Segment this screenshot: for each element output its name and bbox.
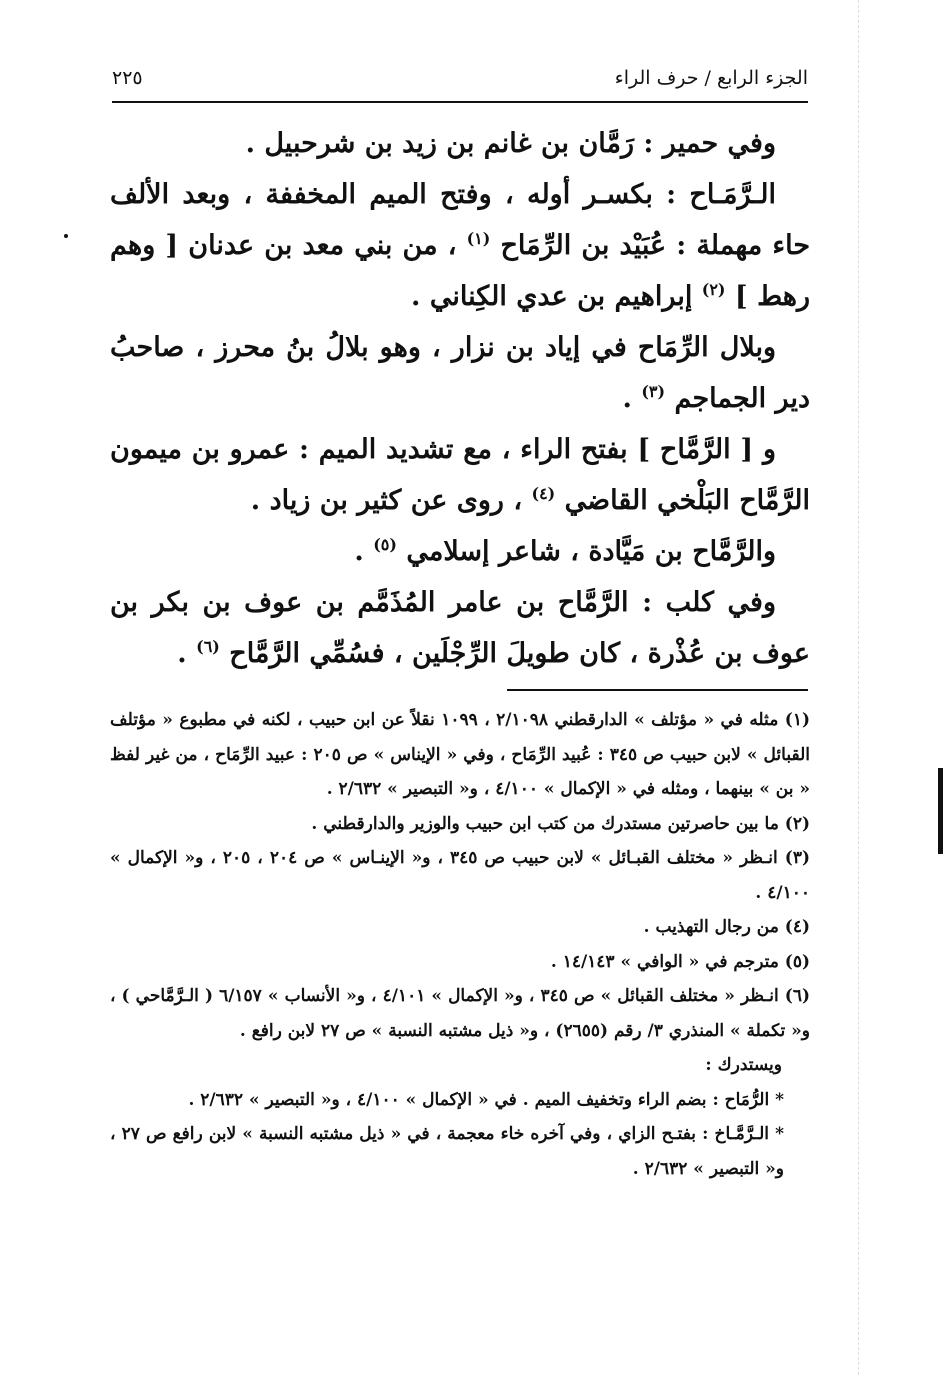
paragraph-2-text-b: ، من بني معد بن عدنان [ وهم رهط ] <box>110 230 810 312</box>
footnotes <box>110 703 810 1186</box>
paragraph-6-end: . <box>177 638 187 669</box>
paragraph-1-text: وفي حمير : رَمَّان بن غانم بن زيد بن شرحبيل . <box>245 128 776 159</box>
paragraph-3-end: . <box>622 383 632 414</box>
paragraph-2 <box>110 169 810 322</box>
page-number: ٢٢٥ <box>112 67 143 89</box>
paragraph-4-end: ، روى عن كثير بن زياد . <box>250 485 523 516</box>
paragraph-2-text-c: إبراهيم بن عدي الكِناني . <box>411 281 693 312</box>
paragraph-1 <box>110 118 810 169</box>
footnote-6: (٦) انـظر « مختلف القبائل » ص ٣٤٥ ، و« الإكمال » ٤/١٠١ ، و« الأنساب » ٦/١٥٧ ( الـرَّمَّاحي ) ، و« تكملة » المنذري ٣/ رقم (٢٦٥٥) ، و« ذيل مشتبه النسبة » ص ٢٧ لابن رافع . <box>110 986 810 1041</box>
paragraph-6-text: وفي كلب : الرَّمَّاح بن عامر المُذَمَّم بن عوف بن بكر بن عوف بن عُذْرة ، كان طويلَ الرِّجْلَين ، فسُمِّي الرَّمَّاح <box>110 587 810 669</box>
footnote-ref-6: (٦) <box>196 637 220 656</box>
footnote-ref-1: (١) <box>466 229 491 248</box>
footnote-1: (١) مثله في « مؤتلف » الدارقطني ٢/١٠٩٨ ، ١٠٩٩ نقلاً عن ابن حبيب ، لكنه في مطبوع « مؤتلف القبائل » لابن حبيب ص ٣٤٥ : عُبيد الرِّمَاح ، وفي « الإيناس » ص ٢٠٥ : عبيد الرِّمَاح ، من غير لفظ « بن » بينهما ، ومثله في « الإكمال » ٤/١٠٠ ، و« التبصير » ٢/٦٣٢ . <box>110 710 810 799</box>
footnote-ref-3: (٣) <box>641 382 666 401</box>
footnote-3: (٣) انـظر « مختلف القبـائل » لابن حبيب ص ٣٤٥ ، و« الإينـاس » ص ٢٠٤ ، ٢٠٥ ، و« الإكمال » ٤/١٠٠ . <box>110 848 811 903</box>
paragraph-3-text: وبلال الرِّمَاح في إياد بن نزار ، وهو بلالُ بنُ محرز ، صاحبُ دير الجماجم <box>110 332 810 414</box>
paragraph-6 <box>110 577 810 679</box>
paragraph-5-end: . <box>354 536 364 567</box>
footnote-6-bullet-1: * الرُّمَاح : بضم الراء وتخفيف الميم . في « الإكمال » ٤/١٠٠ ، و« التبصير » ٢/٦٣٢ . <box>188 1089 784 1110</box>
paragraph-5-text: والرَّمَّاح بن مَيَّادة ، شاعر إسلامي <box>406 536 776 567</box>
footnote-2: (٢) ما بين حاصرتين مستدرك من كتب ابن حبيب والوزير والدارقطني . <box>311 813 810 834</box>
footnote-ref-4: (٤) <box>531 484 556 503</box>
footnote-6-addendum: ويستدرك : <box>705 1055 782 1075</box>
footnote-5: (٥) مترجم في « الوافي » ١٤/١٤٣ . <box>550 951 810 972</box>
footnote-6-bullet-2: * الـرَّمَّـاخ : بفتـح الزاي ، وفي آخره خاء معجمة ، في « ذيل مشتبه النسبة » لابن رافع ص ٢٧ ، و« التبصير » ٢/٦٣٢ . <box>110 1124 784 1179</box>
margin-scan-mark <box>938 768 943 854</box>
footnote-separator <box>507 689 808 691</box>
paragraph-4 <box>110 424 810 526</box>
paragraph-5 <box>110 526 810 577</box>
footnote-ref-5: (٥) <box>373 535 397 554</box>
paragraph-3 <box>110 322 810 424</box>
scan-speck <box>64 234 68 238</box>
running-title: الجزء الرابع / حرف الراء <box>614 67 808 89</box>
paragraph-4-text: و [ الرَّمَّاح ] بفتح الراء ، مع تشديد الميم : عمرو بن ميمون الرَّمَّاح البَلْخي القاضي <box>110 434 810 516</box>
paragraph-2-text: الـرَّمَـاح : بكسـر أوله ، وفتح الميم المخففة ، وبعد الألف حاء مهملة : عُبَيْد بن الرِّمَاح <box>110 179 811 261</box>
footnote-4: (٤) من رجال التهذيب . <box>643 917 810 937</box>
scan-edge-line <box>858 0 859 1375</box>
header-rule <box>112 101 808 103</box>
main-text <box>110 118 810 679</box>
footnote-ref-2: (٢) <box>701 280 726 299</box>
page-header <box>112 62 808 94</box>
